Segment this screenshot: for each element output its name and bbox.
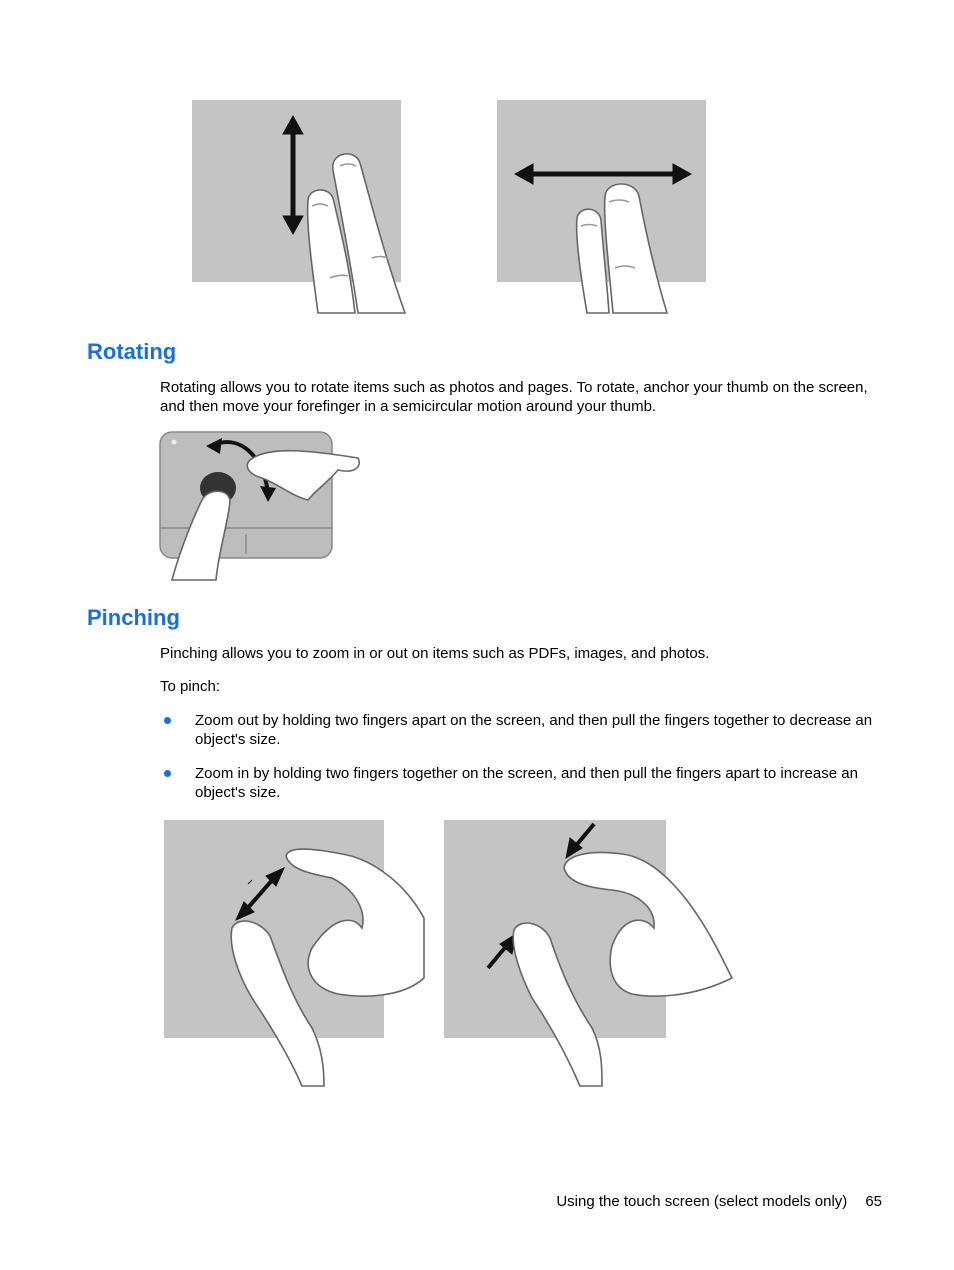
bullet-icon: [164, 770, 171, 777]
vertical-scroll-illustration: [190, 98, 435, 318]
section-heading-rotating: Rotating: [87, 339, 177, 364]
horizontal-scroll-illustration: [495, 98, 715, 318]
pinching-intro: To pinch:: [160, 678, 221, 695]
pinch-zoom-out-illustration: [162, 818, 437, 1088]
page-number: 65: [865, 1193, 882, 1210]
pinching-description: Pinching allows you to zoom in or out on items such as PDFs, images, and photos.: [160, 645, 710, 662]
section-heading-pinching: Pinching: [87, 605, 180, 630]
list-item-text: Zoom out by holding two fingers apart on the screen, and then pull the fingers together to decrease an object's size.: [195, 712, 873, 748]
pinch-zoom-in-illustration: [442, 818, 742, 1088]
bullet-icon: [164, 717, 171, 724]
rotating-description: Rotating allows you to rotate items such as photos and pages. To rotate, anchor your thumb on the screen, and then move your forefinger in a semicircular motion around your thumb.: [160, 379, 868, 415]
footer-title: Using the touch screen (select models only): [556, 1193, 848, 1210]
rotate-gesture-illustration: [158, 430, 363, 582]
page-footer: [556, 1193, 882, 1210]
list-item-text: Zoom in by holding two fingers together on the screen, and then pull the fingers apart to increase an object's size.: [195, 765, 858, 801]
list-item: [160, 764, 885, 802]
pinching-steps-list: [160, 711, 885, 802]
list-item: [160, 711, 885, 749]
